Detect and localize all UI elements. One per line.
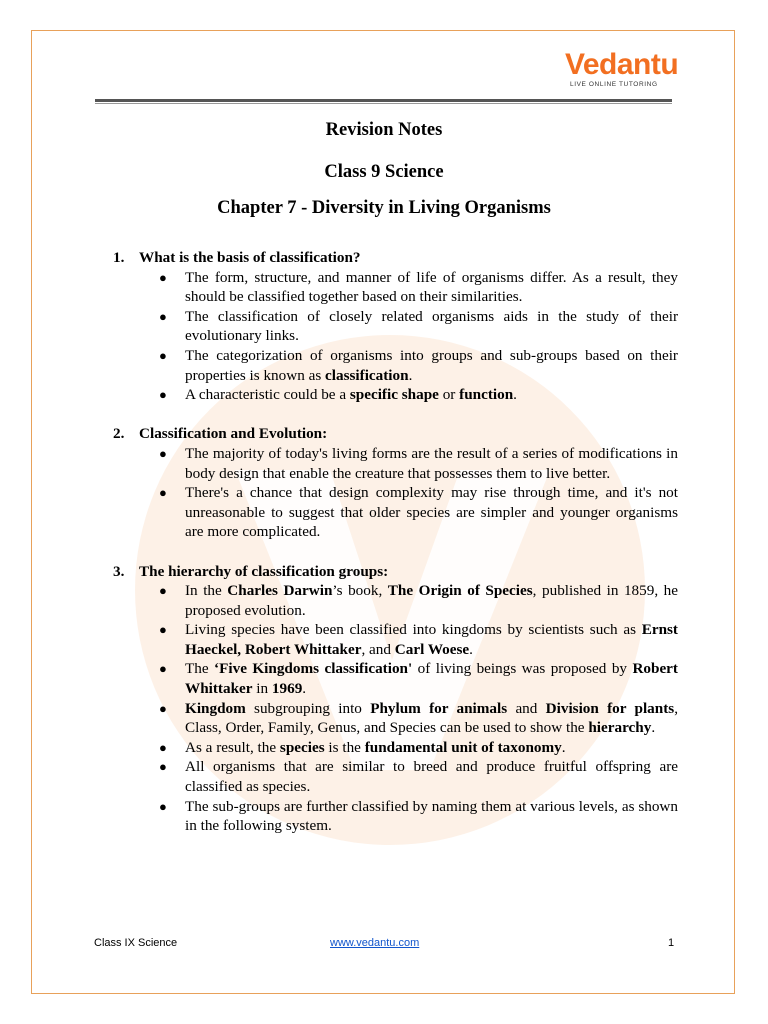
bullet-text: is the: [324, 738, 365, 756]
header-divider-thin: [95, 103, 672, 104]
bullet-item: [159, 483, 678, 542]
section-heading-text: Classification and Evolution:: [139, 425, 328, 443]
bullet-list: [113, 268, 678, 405]
bold-term: Kingdom: [185, 699, 246, 717]
header-divider: [95, 99, 672, 102]
logo-tagline: LIVE ONLINE TUTORING: [570, 81, 658, 88]
section-1: [113, 248, 678, 405]
section-2: [113, 424, 678, 542]
bullet-text: .: [302, 680, 307, 698]
bullet-text: and: [507, 699, 546, 717]
bullet-item: [159, 620, 678, 659]
notes-content: [113, 248, 678, 855]
bullet-item: [159, 699, 678, 738]
bullet-item: [159, 307, 678, 346]
bold-term: Carl Woese: [394, 640, 470, 658]
bullet-text: .: [561, 738, 566, 756]
footer-page-number: 1: [668, 937, 675, 949]
bullet-text: In the: [185, 582, 228, 600]
bullet-text: The majority of today's living forms are the result of a series of modifications in body design that enable the creature that possesses them to live better.: [185, 444, 678, 482]
section-heading: [113, 248, 678, 268]
bold-term: ‘Five Kingdoms classification': [214, 660, 413, 678]
bold-term: Phylum for animals: [370, 699, 508, 717]
bullet-text: The sub-groups are further classified by naming them at various levels, as shown in the following system.: [185, 797, 678, 835]
doc-subtitle: Class 9 Science: [324, 162, 444, 182]
bullet-item: [159, 757, 678, 796]
bullet-item: [159, 385, 678, 405]
bullet-text: .: [469, 640, 473, 658]
bold-term: Division for plants: [545, 699, 675, 717]
bullet-list: [113, 444, 678, 542]
bullet-text: The categorization of organisms into groups and sub-groups based on their properties is known as: [185, 346, 678, 384]
bullet-text: , Class, Order, Family, Genus, and Species can be used to show the: [185, 699, 678, 737]
section-number: 3.: [113, 562, 125, 580]
bullet-text: As a result, the: [185, 738, 280, 756]
bullet-text: .: [513, 386, 517, 404]
section-3: [113, 562, 678, 836]
bullet-text: ’s book,: [332, 582, 388, 600]
bold-term: Ernst Haeckel, Robert Whittaker: [185, 621, 678, 658]
bold-term: 1969: [271, 680, 303, 698]
bullet-item: [159, 444, 678, 483]
bullet-text: , and: [361, 640, 395, 658]
bold-term: species: [279, 738, 325, 756]
vedantu-logo[interactable]: [565, 48, 680, 94]
bullet-text: The form, structure, and manner of life of organisms differ. As a result, they should be classified together based on their similarities.: [185, 268, 678, 306]
bullet-item: [159, 581, 678, 620]
bullet-item: [159, 346, 678, 385]
bullet-text: The: [185, 660, 215, 678]
bullet-text: of living beings was proposed by: [412, 660, 633, 678]
bullet-text: .: [408, 366, 413, 384]
bullet-text: All organisms that are similar to breed and produce fruitful offspring are classified as species.: [185, 758, 678, 796]
section-heading: [113, 562, 678, 582]
bullet-text: The classification of closely related organisms aids in the study of their evolutionary links.: [185, 307, 678, 345]
bold-term: hierarchy: [588, 719, 652, 737]
doc-title: Revision Notes: [325, 120, 443, 140]
bullet-text: There's a chance that design complexity may rise through time, and it's not unreasonable to suggest that older species are simpler and younger organisms are more complicated.: [185, 484, 678, 541]
section-number: 1.: [113, 249, 125, 266]
logo-text: Vedantu: [565, 48, 679, 81]
footer-class-label: Class IX Science: [94, 937, 178, 949]
bullet-item: [159, 738, 678, 758]
footer-website-link[interactable]: www.vedantu.com: [330, 937, 420, 949]
section-heading-text: The hierarchy of classification groups:: [139, 562, 389, 580]
section-heading-text: What is the basis of classification?: [139, 249, 361, 266]
bullet-text: subgrouping into: [245, 699, 371, 717]
bullet-item: [159, 268, 678, 307]
bullet-text: Living species have been classified into kingdoms by scientists such as: [185, 621, 642, 639]
bullet-text: .: [651, 719, 656, 737]
bullet-text: in: [252, 680, 272, 698]
bullet-text: , published in 1859, he proposed evolution.: [185, 582, 679, 619]
bullet-list: [113, 581, 678, 836]
bullet-item: [159, 797, 678, 836]
section-number: 2.: [113, 425, 125, 443]
bold-term: specific shape: [349, 386, 439, 404]
bullet-text: or: [438, 386, 460, 404]
bullet-item: [159, 659, 678, 698]
section-heading: [113, 424, 678, 444]
bold-term: Robert Whittaker: [185, 660, 678, 698]
bold-term: classification: [325, 366, 409, 384]
bold-term: function: [459, 386, 514, 404]
bold-term: fundamental unit of taxonomy: [364, 738, 562, 756]
bold-term: The Origin of Species: [387, 582, 533, 600]
bold-term: Charles Darwin: [227, 582, 333, 600]
bullet-text: A characteristic could be a: [185, 386, 350, 404]
chapter-title: Chapter 7 - Diversity in Living Organisms: [217, 198, 551, 218]
